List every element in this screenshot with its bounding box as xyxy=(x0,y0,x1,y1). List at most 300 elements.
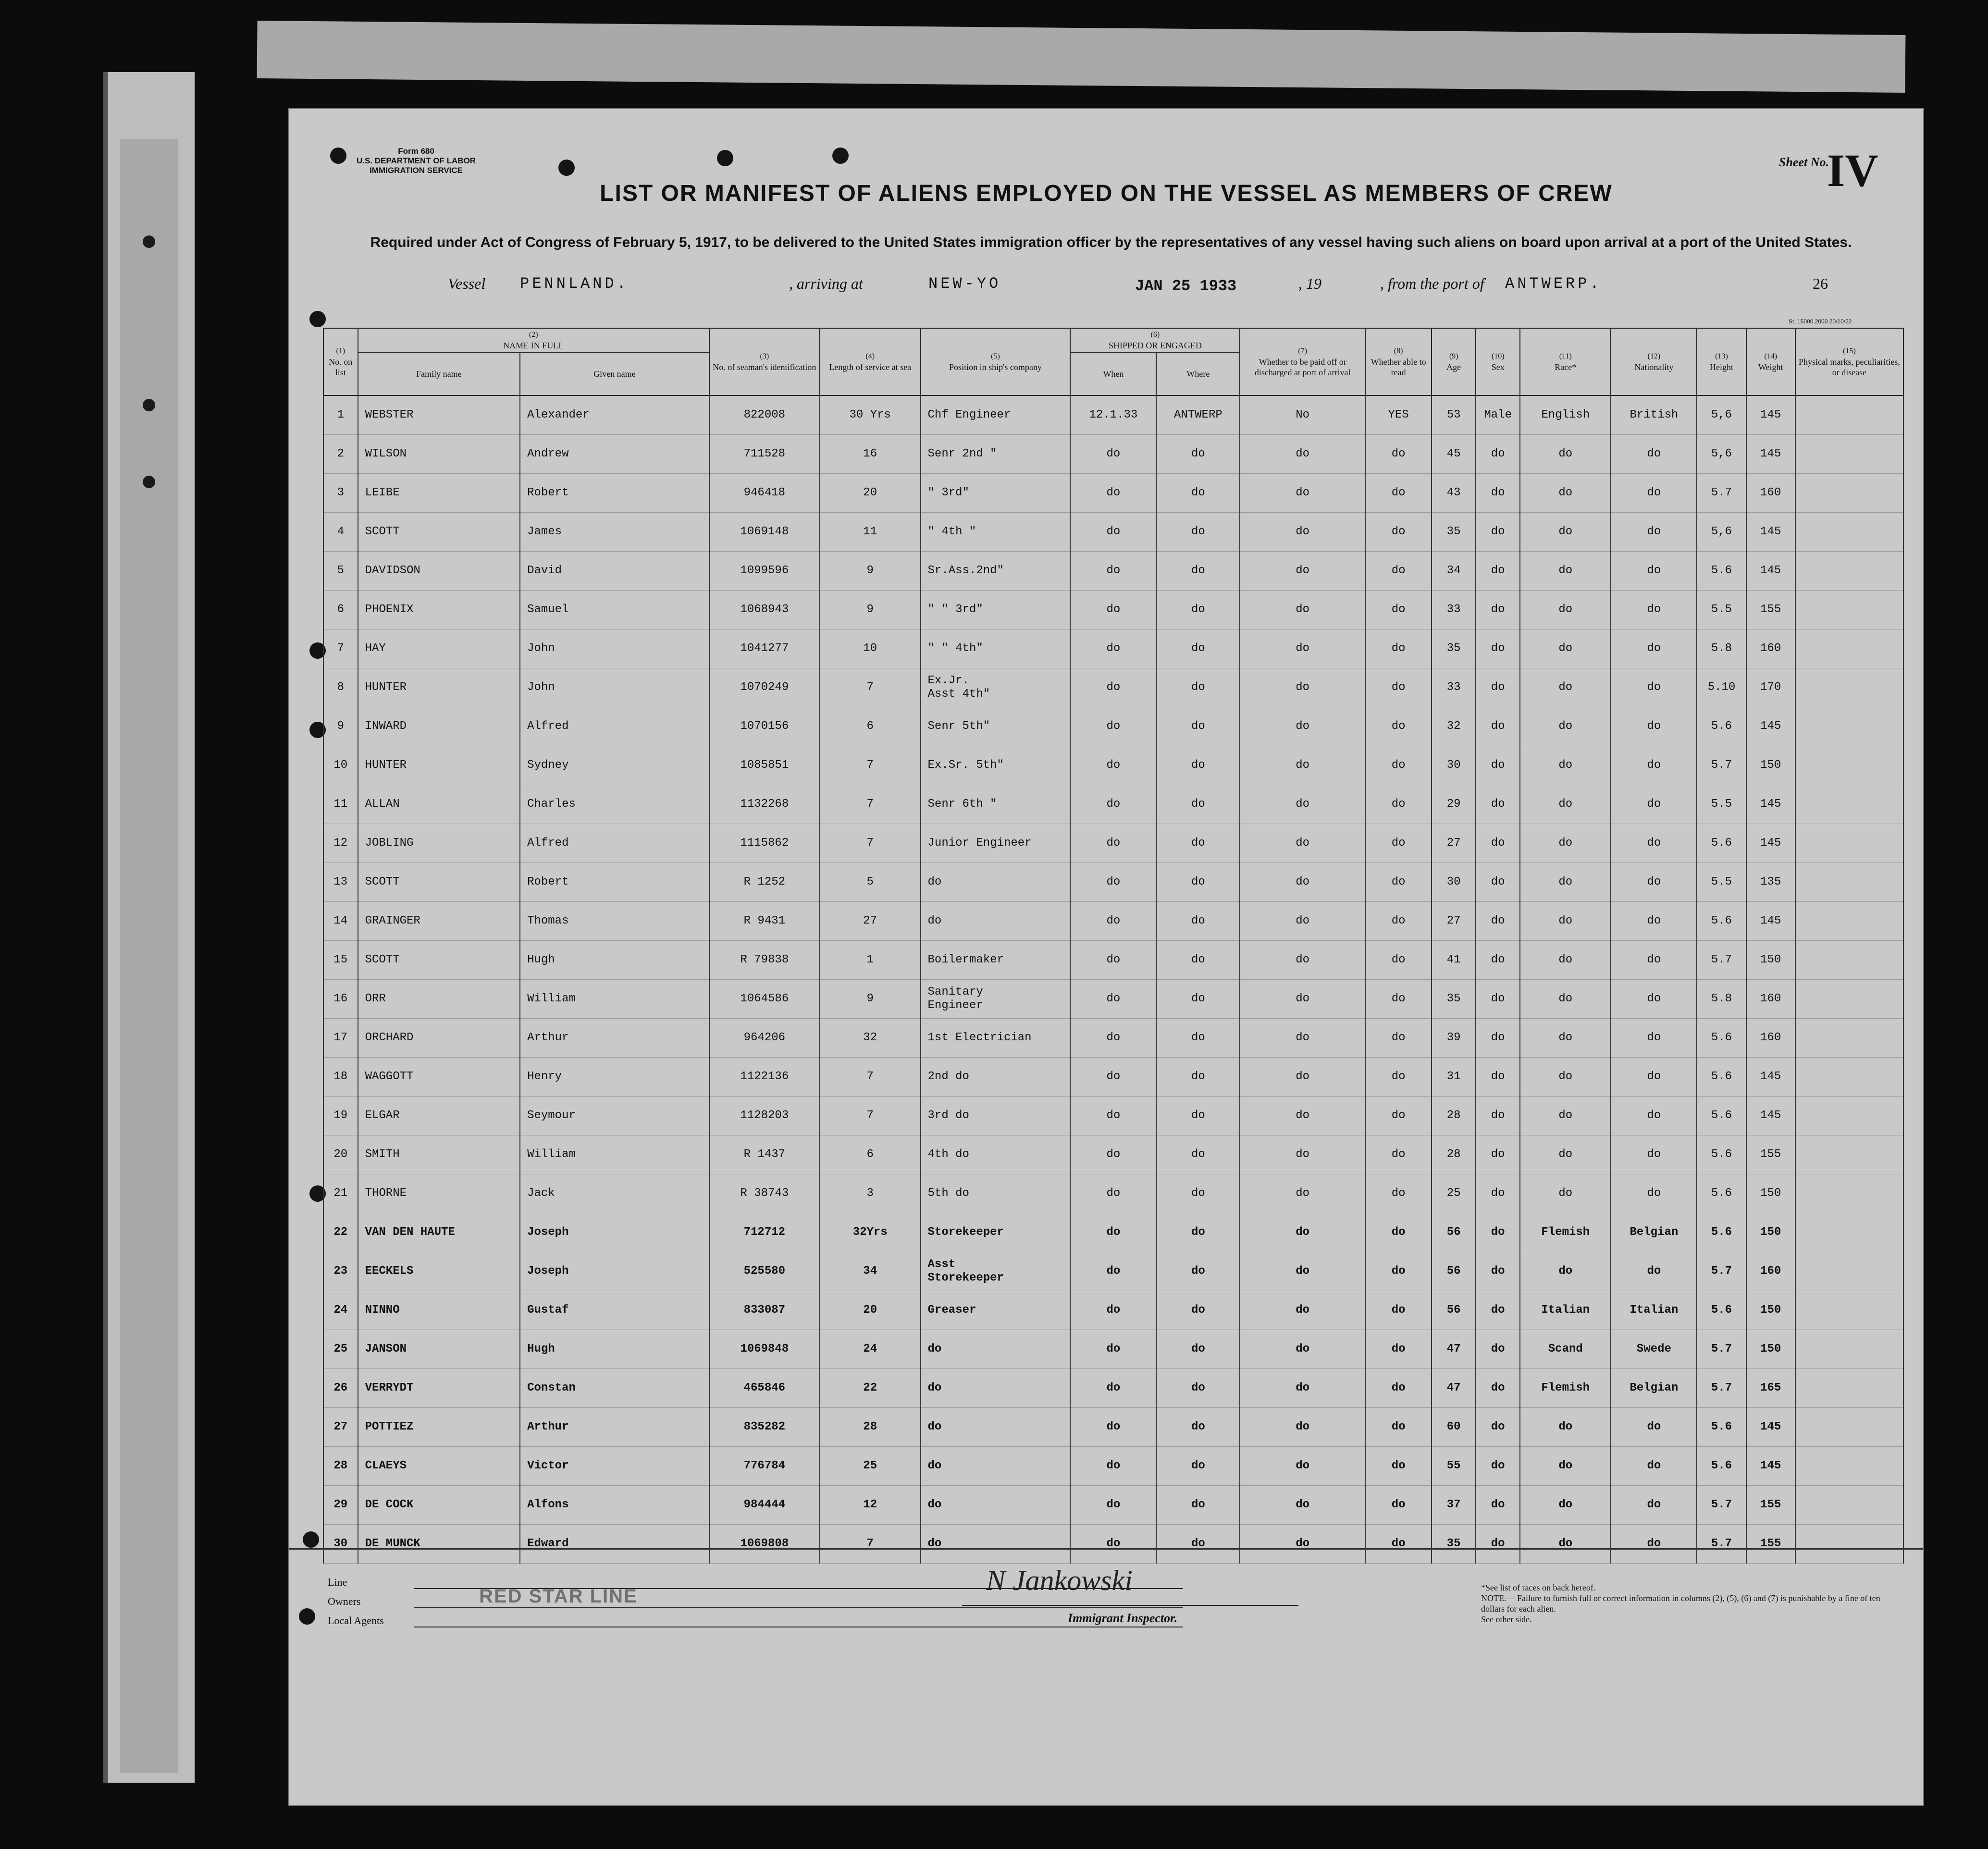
cell-position: do xyxy=(921,1408,1071,1447)
cell-row-number: 22 xyxy=(323,1213,358,1252)
col-header-sex: (10) Sex xyxy=(1476,328,1520,395)
cell-family-name: INWARD xyxy=(358,707,520,746)
cell-paid-off: do xyxy=(1240,513,1365,552)
cell-position: 3rd do xyxy=(921,1097,1071,1135)
cell-able-to-read: do xyxy=(1365,746,1432,785)
cell-service-length: 9 xyxy=(820,980,921,1019)
cell-race: do xyxy=(1520,552,1611,591)
arriving-label: , arriving at xyxy=(789,275,863,292)
cell-given-name: Joseph xyxy=(520,1213,709,1252)
cell-race: do xyxy=(1520,591,1611,629)
cell-height: 5.6 xyxy=(1697,824,1746,863)
cell-race: do xyxy=(1520,1408,1611,1447)
cell-shipped-where: do xyxy=(1156,1174,1240,1213)
cell-position: Sanitary Engineer xyxy=(921,980,1071,1019)
cell-row-number: 16 xyxy=(323,980,358,1019)
cell-race: Flemish xyxy=(1520,1213,1611,1252)
cell-race: do xyxy=(1520,1058,1611,1097)
table-row xyxy=(323,474,1903,513)
cell-weight: 145 xyxy=(1746,395,1795,435)
cell-shipped-when: do xyxy=(1070,668,1156,707)
cell-seaman-id: 1099596 xyxy=(709,552,820,591)
cell-physical-marks xyxy=(1795,1291,1903,1330)
col-header-height: (13) Height xyxy=(1697,328,1746,395)
cell-shipped-when: do xyxy=(1070,1058,1156,1097)
cell-seaman-id: 946418 xyxy=(709,474,820,513)
cell-sex: do xyxy=(1476,1252,1520,1291)
cell-age: 33 xyxy=(1432,668,1476,707)
cell-weight: 155 xyxy=(1746,1525,1795,1564)
cell-family-name: WEBSTER xyxy=(358,395,520,435)
cell-family-name: ORCHARD xyxy=(358,1019,520,1058)
owner-stamp: RED STAR LINE xyxy=(479,1586,638,1607)
cell-seaman-id: 1069808 xyxy=(709,1525,820,1564)
cell-position: Boilermaker xyxy=(921,941,1071,980)
col-header-shipped: (6) SHIPPED OR ENGAGED xyxy=(1070,328,1240,352)
cell-able-to-read: do xyxy=(1365,1174,1432,1213)
cell-weight: 155 xyxy=(1746,591,1795,629)
cell-sex: do xyxy=(1476,668,1520,707)
cell-height: 5.6 xyxy=(1697,1058,1746,1097)
cell-shipped-when: do xyxy=(1070,707,1156,746)
cell-sex: do xyxy=(1476,1447,1520,1486)
cell-shipped-when: do xyxy=(1070,1408,1156,1447)
cell-able-to-read: do xyxy=(1365,824,1432,863)
cell-paid-off: do xyxy=(1240,1019,1365,1058)
cell-age: 32 xyxy=(1432,707,1476,746)
cell-able-to-read: do xyxy=(1365,1097,1432,1135)
cell-nationality: do xyxy=(1611,1019,1697,1058)
cell-service-length: 6 xyxy=(820,707,921,746)
form-print-code: St. 15000 2000 20/10/22 xyxy=(1789,318,1852,325)
cell-family-name: SMITH xyxy=(358,1135,520,1174)
cell-paid-off: do xyxy=(1240,435,1365,474)
cell-row-number: 4 xyxy=(323,513,358,552)
cell-nationality: do xyxy=(1611,668,1697,707)
service-label: IMMIGRATION SERVICE xyxy=(370,166,463,175)
col-header-no: (1) No. on list xyxy=(323,328,358,395)
cell-able-to-read: do xyxy=(1365,1486,1432,1525)
cell-service-length: 12 xyxy=(820,1486,921,1525)
cell-shipped-where: do xyxy=(1156,1369,1240,1408)
cell-weight: 145 xyxy=(1746,785,1795,824)
table-row xyxy=(323,980,1903,1019)
cell-nationality: do xyxy=(1611,1058,1697,1097)
cell-age: 35 xyxy=(1432,980,1476,1019)
col-header-seaman-id: (3) No. of seaman's identification xyxy=(709,328,820,395)
cell-seaman-id: 1041277 xyxy=(709,629,820,668)
cell-race: do xyxy=(1520,941,1611,980)
cell-row-number: 19 xyxy=(323,1097,358,1135)
cell-physical-marks xyxy=(1795,941,1903,980)
cell-service-length: 27 xyxy=(820,902,921,941)
cell-height: 5.6 xyxy=(1697,1135,1746,1174)
cell-service-length: 32Yrs xyxy=(820,1213,921,1252)
cell-race: do xyxy=(1520,513,1611,552)
cell-paid-off: do xyxy=(1240,1174,1365,1213)
col-header-name: (2) NAME IN FULL xyxy=(358,328,709,352)
cell-age: 47 xyxy=(1432,1369,1476,1408)
cell-shipped-when: do xyxy=(1070,1330,1156,1369)
cell-shipped-where: do xyxy=(1156,1058,1240,1097)
binder-hole xyxy=(143,235,155,248)
cell-nationality: do xyxy=(1611,1408,1697,1447)
cell-nationality: do xyxy=(1611,902,1697,941)
form-number-label: Form 680 xyxy=(398,147,434,156)
cell-able-to-read: do xyxy=(1365,1447,1432,1486)
col-header-nationality: (12) Nationality xyxy=(1611,328,1697,395)
owners-label: Owners xyxy=(328,1595,361,1607)
table-row xyxy=(323,1058,1903,1097)
punch-hole xyxy=(558,160,575,176)
cell-sex: do xyxy=(1476,1369,1520,1408)
table-row xyxy=(323,902,1903,941)
cell-shipped-where: do xyxy=(1156,1135,1240,1174)
cell-able-to-read: do xyxy=(1365,707,1432,746)
cell-age: 30 xyxy=(1432,746,1476,785)
cell-physical-marks xyxy=(1795,1369,1903,1408)
cell-position: 4th do xyxy=(921,1135,1071,1174)
cell-physical-marks xyxy=(1795,863,1903,902)
cell-shipped-where: do xyxy=(1156,1019,1240,1058)
cell-row-number: 10 xyxy=(323,746,358,785)
cell-paid-off: do xyxy=(1240,1525,1365,1564)
cell-service-length: 10 xyxy=(820,629,921,668)
cell-paid-off: do xyxy=(1240,591,1365,629)
cell-able-to-read: do xyxy=(1365,863,1432,902)
cell-physical-marks xyxy=(1795,1330,1903,1369)
cell-race: do xyxy=(1520,746,1611,785)
cell-position: do xyxy=(921,1369,1071,1408)
cell-paid-off: do xyxy=(1240,1252,1365,1291)
cell-shipped-where: do xyxy=(1156,1213,1240,1252)
cell-able-to-read: do xyxy=(1365,435,1432,474)
table-row xyxy=(323,785,1903,824)
cell-family-name: NINNO xyxy=(358,1291,520,1330)
cell-able-to-read: do xyxy=(1365,1019,1432,1058)
cell-physical-marks xyxy=(1795,746,1903,785)
vessel-name: PENNLAND. xyxy=(520,275,629,293)
col-header-paid-off: (7) Whether to be paid off or discharged at port of arrival xyxy=(1240,328,1365,395)
cell-physical-marks xyxy=(1795,1408,1903,1447)
cell-given-name: Hugh xyxy=(520,1330,709,1369)
cell-service-length: 5 xyxy=(820,863,921,902)
cell-height: 5.7 xyxy=(1697,1486,1746,1525)
cell-service-length: 9 xyxy=(820,591,921,629)
table-row xyxy=(323,668,1903,707)
cell-able-to-read: do xyxy=(1365,1330,1432,1369)
cell-shipped-where: do xyxy=(1156,863,1240,902)
cell-race: do xyxy=(1520,1097,1611,1135)
cell-height: 5.5 xyxy=(1697,591,1746,629)
cell-given-name: Alfons xyxy=(520,1486,709,1525)
cell-race: do xyxy=(1520,1447,1611,1486)
cell-row-number: 13 xyxy=(323,863,358,902)
cell-seaman-id: 1070156 xyxy=(709,707,820,746)
cell-able-to-read: do xyxy=(1365,1213,1432,1252)
cell-physical-marks xyxy=(1795,474,1903,513)
cell-service-length: 28 xyxy=(820,1408,921,1447)
cell-weight: 160 xyxy=(1746,629,1795,668)
cell-height: 5.6 xyxy=(1697,902,1746,941)
cell-shipped-where: do xyxy=(1156,435,1240,474)
cell-paid-off: do xyxy=(1240,668,1365,707)
cell-service-length: 11 xyxy=(820,513,921,552)
background-strip xyxy=(257,21,1906,93)
page-number: 26 xyxy=(1813,275,1828,292)
cell-weight: 145 xyxy=(1746,902,1795,941)
cell-height: 5.6 xyxy=(1697,552,1746,591)
col-header-service: (4) Length of service at sea xyxy=(820,328,921,395)
cell-age: 31 xyxy=(1432,1058,1476,1097)
cell-height: 5.7 xyxy=(1697,1330,1746,1369)
table-row xyxy=(323,435,1903,474)
cell-weight: 145 xyxy=(1746,552,1795,591)
cell-shipped-where: do xyxy=(1156,1252,1240,1291)
cell-seaman-id: 465846 xyxy=(709,1369,820,1408)
cell-shipped-when: do xyxy=(1070,1447,1156,1486)
cell-nationality: Belgian xyxy=(1611,1213,1697,1252)
cell-seaman-id: 1069848 xyxy=(709,1330,820,1369)
footer-note: *See list of races on back hereof. NOTE.— Failure to furnish full or correct information in columns (2), (5), (6) and (7) is punishable by a fine of ten dollars for each alien. See other side. xyxy=(1481,1583,1880,1624)
cell-row-number: 26 xyxy=(323,1369,358,1408)
cell-row-number: 3 xyxy=(323,474,358,513)
cell-shipped-where: do xyxy=(1156,824,1240,863)
table-row xyxy=(323,1369,1903,1408)
cell-given-name: Robert xyxy=(520,863,709,902)
inspector-label: Immigrant Inspector. xyxy=(1068,1611,1178,1625)
cell-sex: do xyxy=(1476,824,1520,863)
cell-able-to-read: YES xyxy=(1365,395,1432,435)
cell-nationality: British xyxy=(1611,395,1697,435)
cell-shipped-where: do xyxy=(1156,941,1240,980)
cell-shipped-where: do xyxy=(1156,552,1240,591)
cell-paid-off: do xyxy=(1240,552,1365,591)
cell-seaman-id: R 38743 xyxy=(709,1174,820,1213)
cell-service-length: 3 xyxy=(820,1174,921,1213)
cell-race: Italian xyxy=(1520,1291,1611,1330)
cell-weight: 145 xyxy=(1746,1447,1795,1486)
cell-seaman-id: 1069148 xyxy=(709,513,820,552)
col-header-position: (5) Position in ship's company xyxy=(921,328,1071,395)
cell-able-to-read: do xyxy=(1365,629,1432,668)
cell-shipped-when: 12.1.33 xyxy=(1070,395,1156,435)
cell-height: 5.7 xyxy=(1697,474,1746,513)
table-row xyxy=(323,629,1903,668)
cell-nationality: do xyxy=(1611,552,1697,591)
cell-row-number: 14 xyxy=(323,902,358,941)
cell-age: 53 xyxy=(1432,395,1476,435)
cell-race: do xyxy=(1520,435,1611,474)
cell-shipped-where: do xyxy=(1156,513,1240,552)
cell-nationality: Swede xyxy=(1611,1330,1697,1369)
cell-given-name: John xyxy=(520,629,709,668)
cell-weight: 150 xyxy=(1746,746,1795,785)
cell-sex: do xyxy=(1476,902,1520,941)
cell-family-name: THORNE xyxy=(358,1174,520,1213)
cell-service-length: 7 xyxy=(820,824,921,863)
owners-rule xyxy=(414,1607,1183,1608)
cell-paid-off: do xyxy=(1240,785,1365,824)
col-header-age: (9) Age xyxy=(1432,328,1476,395)
cell-paid-off: do xyxy=(1240,824,1365,863)
cell-row-number: 8 xyxy=(323,668,358,707)
cell-height: 5.7 xyxy=(1697,1525,1746,1564)
cell-physical-marks xyxy=(1795,1019,1903,1058)
cell-shipped-when: do xyxy=(1070,1019,1156,1058)
cell-able-to-read: do xyxy=(1365,513,1432,552)
cell-row-number: 11 xyxy=(323,785,358,824)
cell-family-name: JOBLING xyxy=(358,824,520,863)
table-row xyxy=(323,552,1903,591)
cell-seaman-id: 1122136 xyxy=(709,1058,820,1097)
cell-service-length: 16 xyxy=(820,435,921,474)
cell-given-name: Henry xyxy=(520,1058,709,1097)
sheet-label: Sheet No. xyxy=(1779,155,1829,169)
cell-given-name: Sydney xyxy=(520,746,709,785)
table-row xyxy=(323,1486,1903,1525)
cell-family-name: SCOTT xyxy=(358,513,520,552)
cell-given-name: Edward xyxy=(520,1525,709,1564)
cell-position: " " 4th" xyxy=(921,629,1071,668)
cell-row-number: 6 xyxy=(323,591,358,629)
cell-shipped-when: do xyxy=(1070,1486,1156,1525)
cell-paid-off: do xyxy=(1240,707,1365,746)
cell-able-to-read: do xyxy=(1365,591,1432,629)
cell-nationality: do xyxy=(1611,1525,1697,1564)
cell-position: 1st Electrician xyxy=(921,1019,1071,1058)
cell-shipped-when: do xyxy=(1070,1097,1156,1135)
table-row xyxy=(323,1097,1903,1135)
cell-able-to-read: do xyxy=(1365,1058,1432,1097)
col-header-read: (8) Whether able to read xyxy=(1365,328,1432,395)
page-subtitle: Required under Act of Congress of February 5, 1917, to be delivered to the United States immigration officer by the representatives of any vessel having such aliens on board upon arrival at a port of the United States. xyxy=(370,234,1852,250)
cell-given-name: William xyxy=(520,980,709,1019)
cell-shipped-when: do xyxy=(1070,1135,1156,1174)
cell-weight: 150 xyxy=(1746,1213,1795,1252)
cell-given-name: Seymour xyxy=(520,1097,709,1135)
cell-height: 5.10 xyxy=(1697,668,1746,707)
cell-row-number: 30 xyxy=(323,1525,358,1564)
cell-sex: do xyxy=(1476,629,1520,668)
col-header-weight: (14) Weight xyxy=(1746,328,1795,395)
cell-paid-off: do xyxy=(1240,1486,1365,1525)
cell-given-name: Constan xyxy=(520,1369,709,1408)
cell-service-length: 34 xyxy=(820,1252,921,1291)
cell-given-name: William xyxy=(520,1135,709,1174)
punch-hole xyxy=(303,1531,319,1548)
cell-paid-off: do xyxy=(1240,1408,1365,1447)
cell-nationality: do xyxy=(1611,513,1697,552)
cell-height: 5.6 xyxy=(1697,1447,1746,1486)
cell-sex: do xyxy=(1476,785,1520,824)
cell-physical-marks xyxy=(1795,1213,1903,1252)
cell-physical-marks xyxy=(1795,591,1903,629)
cell-row-number: 9 xyxy=(323,707,358,746)
cell-shipped-when: do xyxy=(1070,863,1156,902)
cell-shipped-when: do xyxy=(1070,824,1156,863)
cell-age: 27 xyxy=(1432,902,1476,941)
cell-able-to-read: do xyxy=(1365,902,1432,941)
cell-seaman-id: 1085851 xyxy=(709,746,820,785)
cell-shipped-where: do xyxy=(1156,1486,1240,1525)
cell-physical-marks xyxy=(1795,552,1903,591)
cell-physical-marks xyxy=(1795,1447,1903,1486)
cell-height: 5.7 xyxy=(1697,941,1746,980)
arrival-date-stamp: JAN 25 1933 xyxy=(1135,277,1237,295)
cell-able-to-read: do xyxy=(1365,1369,1432,1408)
cell-shipped-when: do xyxy=(1070,941,1156,980)
cell-sex: do xyxy=(1476,863,1520,902)
cell-row-number: 25 xyxy=(323,1330,358,1369)
departure-port: ANTWERP. xyxy=(1505,275,1602,293)
cell-given-name: Gustaf xyxy=(520,1291,709,1330)
cell-able-to-read: do xyxy=(1365,552,1432,591)
cell-height: 5.5 xyxy=(1697,863,1746,902)
cell-paid-off: do xyxy=(1240,980,1365,1019)
cell-weight: 170 xyxy=(1746,668,1795,707)
table-row xyxy=(323,1252,1903,1291)
cell-seaman-id: 964206 xyxy=(709,1019,820,1058)
cell-physical-marks xyxy=(1795,1174,1903,1213)
cell-nationality: do xyxy=(1611,746,1697,785)
cell-service-length: 7 xyxy=(820,1058,921,1097)
cell-shipped-where: do xyxy=(1156,902,1240,941)
cell-weight: 150 xyxy=(1746,941,1795,980)
cell-sex: do xyxy=(1476,1291,1520,1330)
crew-table-body xyxy=(323,395,1903,1564)
cell-service-length: 30 Yrs xyxy=(820,395,921,435)
page-title: LIST OR MANIFEST OF ALIENS EMPLOYED ON THE VESSEL AS MEMBERS OF CREW xyxy=(600,181,1613,206)
cell-given-name: Charles xyxy=(520,785,709,824)
cell-sex: do xyxy=(1476,513,1520,552)
cell-nationality: do xyxy=(1611,1447,1697,1486)
cell-seaman-id: R 1252 xyxy=(709,863,820,902)
cell-paid-off: do xyxy=(1240,474,1365,513)
cell-race: Flemish xyxy=(1520,1369,1611,1408)
cell-shipped-where: do xyxy=(1156,980,1240,1019)
cell-shipped-when: do xyxy=(1070,552,1156,591)
cell-given-name: Joseph xyxy=(520,1252,709,1291)
crew-table xyxy=(323,328,1904,1564)
table-row xyxy=(323,591,1903,629)
cell-given-name: Alexander xyxy=(520,395,709,435)
cell-nationality: do xyxy=(1611,1135,1697,1174)
cell-shipped-where: do xyxy=(1156,1097,1240,1135)
cell-position: 5th do xyxy=(921,1174,1071,1213)
cell-sex: do xyxy=(1476,746,1520,785)
cell-seaman-id: 776784 xyxy=(709,1447,820,1486)
cell-seaman-id: 712712 xyxy=(709,1213,820,1252)
cell-shipped-where: do xyxy=(1156,785,1240,824)
cell-age: 56 xyxy=(1432,1213,1476,1252)
cell-shipped-where: do xyxy=(1156,1447,1240,1486)
cell-family-name: VERRYDT xyxy=(358,1369,520,1408)
cell-able-to-read: do xyxy=(1365,980,1432,1019)
year-label: , 19 xyxy=(1298,275,1321,292)
col-header-given-name: Given name xyxy=(520,352,709,395)
cell-able-to-read: do xyxy=(1365,474,1432,513)
table-row xyxy=(323,513,1903,552)
cell-given-name: Andrew xyxy=(520,435,709,474)
cell-age: 56 xyxy=(1432,1252,1476,1291)
cell-race: Scand xyxy=(1520,1330,1611,1369)
cell-paid-off: do xyxy=(1240,1291,1365,1330)
cell-service-length: 7 xyxy=(820,1097,921,1135)
cell-age: 39 xyxy=(1432,1019,1476,1058)
cell-sex: do xyxy=(1476,1525,1520,1564)
punch-hole xyxy=(330,148,346,164)
